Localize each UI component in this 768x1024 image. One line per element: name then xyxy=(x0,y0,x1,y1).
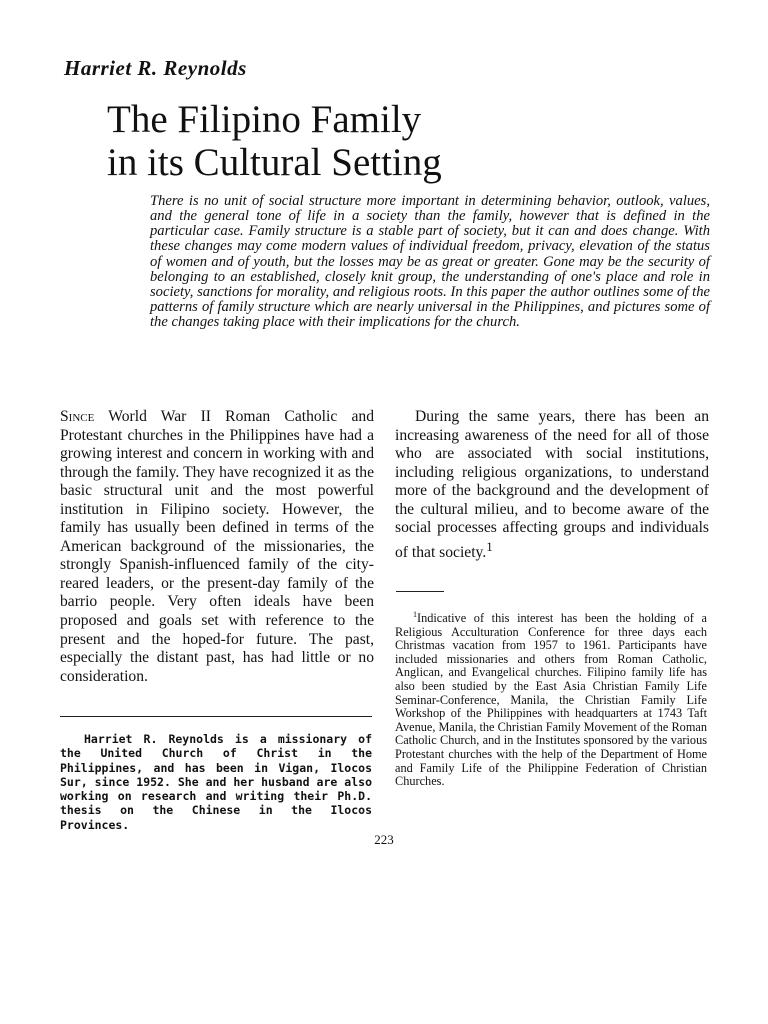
footnote-reference: 1 xyxy=(486,538,493,554)
footnote xyxy=(395,608,707,789)
page-number: 223 xyxy=(374,832,394,847)
footnote-marker: 1 xyxy=(413,610,417,619)
article-title xyxy=(107,98,667,184)
author-byline: Harriet R. Reynolds xyxy=(64,56,247,80)
body-left-text: World War II Roman Catholic and Protestant churches in the Philippines have had a growing interest and concern in working with and through the family. They have recognized it as the basic structural unit and the most powerful institution in Filipino society. However, the family has usually been defined in terms of the American background of the missionaries, the strongly Spanish-influenced family of the city-reared leaders, or the present-day family of the barrio people. Very often ideals have been proposed and goals set with reference to the present and the hoped-for future. The past, especially the distant past, has had little or no consideration. xyxy=(60,408,374,685)
body-column-left xyxy=(60,408,374,686)
body-lead-word: Since xyxy=(60,408,95,425)
footnote-text: Indicative of this interest has been the holding of a Religious Acculturation Conference for three days each Christmas vacation from 1957 to 1961. Participants have included missionaries and others from Roman Catholic, Anglican, and Evangelical churches. Filipino family life has also been studied by the East Asia Christian Family Life Seminar-Conference, Manila, the Christian Family Life Workshop of the Philippines with headquarters at 1743 Taft Avenue, Manila, the Christian Family Movement of the Roman Catholic Church, and in the Institutes sponsored by the various Protestant churches with the help of the Department of Home and Family Life of the Philippine Federation of Christian Churches. xyxy=(395,611,707,789)
bio-divider xyxy=(60,716,372,717)
title-line-2: in its Cultural Setting xyxy=(107,141,442,184)
author-bio: Harriet R. Reynolds is a missionary of the United Church of Christ in the Philippines, and has been in Vigan, Ilocos Sur, since 1952. She and her husband are also working on research and writing their Ph.D. thesis on the Chinese in the Ilocos Provinces. xyxy=(60,732,372,832)
footnote-divider xyxy=(396,591,444,592)
abstract: There is no unit of social structure more important in determining behavior, outlook, values, and the general tone of life in a society than the family, however that is defined in the particular case. Family structure is a stable part of society, but it can and does change. With these changes may come modern values of individual freedom, privacy, elevation of the status of women and of youth, but the losses may be as great or greater. Gone may be the security of belonging to an established, closely knit group, the understanding of one's place and role in society, sanctions for morality, and religious roots. In this paper the author outlines some of the patterns of family structure which are nearly universal in the Philippines, and pictures some of the changes taking place with their implications for the church. xyxy=(150,193,710,331)
body-column-right xyxy=(395,408,709,563)
title-line-1: The Filipino Family xyxy=(107,98,422,141)
body-right-text: During the same years, there has been an increasing awareness of the need for all of those who are associated with social institutions, including religious organizations, to understand more of the background and the development of the cultural milieu, and to become aware of the social processes affecting groups and individuals of that society. xyxy=(395,408,709,562)
